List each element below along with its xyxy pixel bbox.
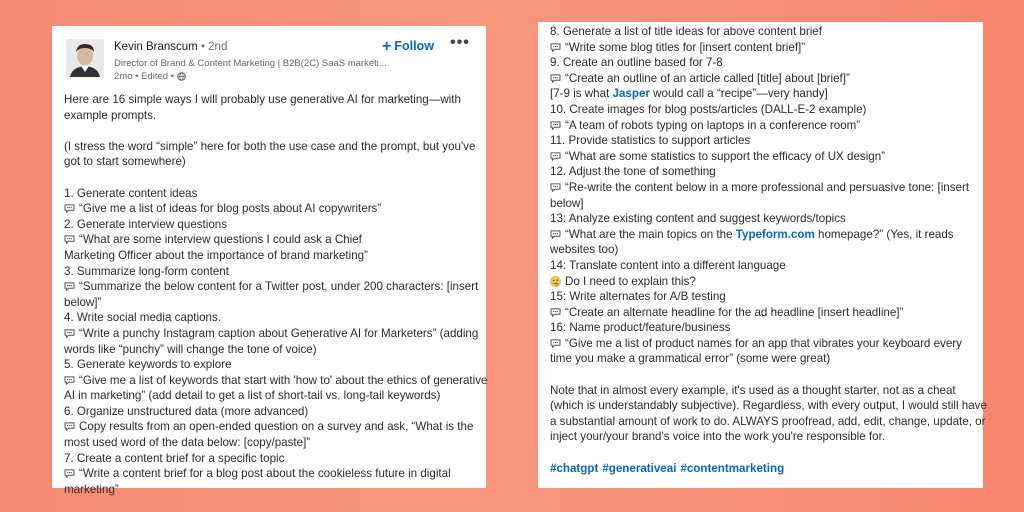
more-options-button[interactable]: ••• bbox=[450, 34, 470, 51]
note-line: inject your/your brand's voice into the work you're responsible for. bbox=[550, 430, 886, 444]
list-item bbox=[550, 164, 971, 180]
line-text: “A team of robots typing on laptops in a conference room” bbox=[565, 118, 861, 132]
post-body-right bbox=[538, 22, 987, 476]
list-item bbox=[64, 186, 474, 202]
speech-bubble-icon bbox=[64, 282, 75, 291]
line-text: “Write a content brief for a blog post about the cookieless future in digital bbox=[79, 467, 451, 481]
list-item bbox=[550, 289, 971, 305]
speech-bubble-icon bbox=[64, 469, 75, 478]
list-item bbox=[64, 310, 474, 326]
speech-bubble-icon bbox=[64, 204, 75, 213]
list-item bbox=[64, 248, 474, 264]
prompt-line bbox=[550, 180, 971, 196]
note-line: Note that in almost every example, it's used as a thought starter, not as a cheat bbox=[550, 383, 956, 397]
line-text: 13: Analyze existing content and suggest keywords/topics bbox=[550, 212, 846, 226]
list-item bbox=[64, 295, 474, 311]
line-text: marketing” bbox=[64, 482, 119, 496]
speech-bubble-icon bbox=[550, 152, 561, 161]
prompt-line bbox=[64, 466, 474, 482]
list-item bbox=[64, 404, 474, 420]
line-text: 14: Translate content into a different language bbox=[550, 258, 786, 272]
list-item bbox=[550, 55, 971, 71]
line-text: 3. Summarize long-form content bbox=[64, 264, 229, 278]
speech-bubble-icon bbox=[550, 74, 561, 83]
speech-bubble-icon bbox=[64, 422, 75, 431]
list-item bbox=[550, 242, 971, 258]
prompt-line bbox=[550, 71, 971, 87]
line-text: “Give me a list of keywords that start with 'how to' about the ethics of generative bbox=[79, 373, 488, 387]
thinking-face-icon bbox=[550, 276, 561, 287]
speech-bubble-icon bbox=[550, 183, 561, 192]
jasper-line bbox=[550, 86, 971, 102]
hashtag-link[interactable]: #contentmarketing bbox=[680, 461, 785, 475]
line-text: Copy results from an open-ended question on a survey and ask, “What is the bbox=[79, 420, 474, 434]
list-item bbox=[550, 351, 971, 367]
list-item bbox=[550, 24, 971, 40]
prompt-line bbox=[550, 305, 971, 321]
line-text: “Give me a list of product names for an app that vibrates your keyboard every bbox=[565, 336, 962, 350]
line-text: 1. Generate content ideas bbox=[64, 186, 198, 200]
ideas-list-right-a bbox=[550, 24, 971, 86]
prompt-line bbox=[550, 40, 971, 56]
connection-degree: • 2nd bbox=[200, 41, 228, 53]
note-paragraph bbox=[550, 383, 987, 445]
line-text: 11. Provide statistics to support articles bbox=[550, 134, 751, 148]
list-item bbox=[64, 482, 474, 498]
list-item bbox=[550, 274, 971, 290]
line-text: websites too) bbox=[550, 243, 619, 257]
intro-line: example prompts. bbox=[64, 108, 157, 122]
note-line: a substantial amount of work to do. ALWAYS proofread, add, edit, change, update, or bbox=[550, 414, 986, 428]
line-text: words like “punchy” will change the tone of voice) bbox=[64, 342, 317, 356]
line-text: 15: Write alternates for A/B testing bbox=[550, 290, 726, 304]
line-text: time you make a grammatical error” (some were great) bbox=[550, 352, 831, 366]
ideas-list-right-c bbox=[550, 242, 971, 367]
list-item bbox=[550, 320, 971, 336]
typeform-after: homepage?” (Yes, it reads bbox=[814, 227, 954, 241]
author-name[interactable]: Kevin Branscum bbox=[114, 41, 198, 53]
line-text: “Write some blog titles for [insert content brief]” bbox=[565, 40, 806, 54]
list-item bbox=[64, 264, 474, 280]
prompt-line bbox=[550, 149, 971, 165]
line-text: AI in marketing” (add detail to get a list of short-tail vs. long-tail keywords) bbox=[64, 389, 441, 403]
speech-bubble-icon bbox=[550, 230, 561, 239]
typeform-line bbox=[550, 227, 971, 243]
list-item bbox=[550, 102, 971, 118]
prompt-line bbox=[64, 232, 474, 248]
note-line: (which is understandably subjective). Regardless, with every output, I would still have bbox=[550, 399, 987, 413]
prompt-line bbox=[550, 336, 971, 352]
jasper-link[interactable]: Jasper bbox=[612, 87, 650, 101]
ideas-list-left bbox=[64, 186, 488, 498]
plus-icon: + bbox=[382, 37, 392, 55]
prompt-line bbox=[64, 279, 479, 295]
post-right-panel bbox=[538, 22, 987, 488]
list-item bbox=[64, 357, 474, 373]
author-headline: Director of Brand & Content Marketing | B2B(2C) SaaS marketi... bbox=[114, 58, 387, 69]
line-text: Do I need to explain this? bbox=[565, 274, 696, 288]
line-text: “Summarize the below content for a Twitter post, under 200 characters: [insert bbox=[79, 280, 479, 294]
line-text: Marketing Officer about the importance of brand marketing” bbox=[64, 248, 368, 262]
line-text: 10. Create images for blog posts/articles (DALL-E-2 example) bbox=[550, 102, 867, 116]
hashtag-link[interactable]: #chatgpt bbox=[550, 461, 599, 475]
list-item bbox=[64, 342, 474, 358]
line-text: 9. Create an outline based for 7-8 bbox=[550, 56, 723, 70]
speech-bubble-icon bbox=[64, 329, 75, 338]
line-text: “What are some interview questions I could ask a Chief bbox=[79, 233, 362, 247]
prompt-line bbox=[550, 118, 971, 134]
intro-line: Here are 16 simple ways I will probably use generative AI for marketing—with bbox=[64, 93, 461, 106]
hashtags bbox=[550, 461, 971, 477]
prompt-line bbox=[64, 201, 474, 217]
list-item bbox=[550, 258, 971, 274]
line-text: most used word of the data below: [copy/paste]” bbox=[64, 436, 311, 450]
list-item bbox=[64, 435, 474, 451]
stress-line: got to start somewhere) bbox=[64, 155, 186, 169]
prompt-line bbox=[64, 373, 488, 389]
hashtag-link[interactable]: #generativeai bbox=[602, 461, 677, 475]
post-header bbox=[52, 26, 486, 92]
line-text: 5. Generate keywords to explore bbox=[64, 358, 232, 372]
follow-label: Follow bbox=[394, 39, 434, 53]
speech-bubble-icon bbox=[550, 43, 561, 52]
line-text: below]” bbox=[64, 295, 102, 309]
line-text: 6. Organize unstructured data (more advanced) bbox=[64, 404, 309, 418]
prompt-line bbox=[64, 419, 474, 435]
speech-bubble-icon bbox=[550, 308, 561, 317]
avatar[interactable] bbox=[66, 39, 104, 77]
line-text: “Create an alternate headline for the ad headline [insert headline]” bbox=[565, 305, 904, 319]
jasper-after: would call a “recipe”—very handy] bbox=[649, 87, 828, 101]
speech-bubble-icon bbox=[64, 376, 75, 385]
list-item bbox=[64, 388, 474, 404]
typeform-link[interactable]: Typeform.com bbox=[735, 227, 815, 241]
author-line bbox=[114, 40, 227, 56]
line-text: 8. Generate a list of title ideas for above content brief bbox=[550, 25, 822, 38]
stress-line: (I stress the word “simple” here for both the use case and the prompt, but you've bbox=[64, 139, 476, 153]
list-item bbox=[550, 196, 971, 212]
post-meta bbox=[114, 69, 186, 85]
line-text: “Write a punchy Instagram caption about Generative AI for Marketers” (adding bbox=[79, 326, 479, 340]
line-text: 2. Generate interview questions bbox=[64, 217, 228, 231]
list-item bbox=[64, 217, 474, 233]
line-text: “Give me a list of ideas for blog posts about AI copywriters” bbox=[79, 202, 382, 216]
list-item bbox=[64, 451, 474, 467]
post-meta-text: 2mo • Edited • bbox=[114, 71, 174, 82]
line-text: 16: Name product/feature/business bbox=[550, 321, 731, 335]
post-left-panel bbox=[52, 26, 488, 496]
jasper-before: [7-9 is what bbox=[550, 87, 613, 101]
list-item bbox=[550, 211, 971, 227]
speech-bubble-icon bbox=[550, 339, 561, 348]
ideas-list-right-b bbox=[550, 102, 971, 227]
follow-button[interactable] bbox=[382, 39, 434, 55]
list-item bbox=[550, 133, 971, 149]
line-text: “Create an outline of an article called [title] about [brief]” bbox=[565, 71, 850, 85]
prompt-line bbox=[64, 326, 479, 342]
line-text: “Re-write the content below in a more professional and persuasive tone: [insert bbox=[565, 180, 970, 194]
typeform-before: “What are the main topics on the bbox=[565, 227, 736, 241]
speech-bubble-icon bbox=[64, 235, 75, 244]
line-text: 7. Create a content brief for a specific topic bbox=[64, 451, 285, 465]
globe-icon bbox=[177, 72, 186, 81]
line-text: 12. Adjust the tone of something bbox=[550, 165, 716, 179]
line-text: “What are some statistics to support the efficacy of UX design” bbox=[565, 149, 886, 163]
speech-bubble-icon bbox=[550, 121, 561, 130]
post-body-left bbox=[52, 92, 486, 497]
line-text: below] bbox=[550, 196, 584, 210]
line-text: 4. Write social media captions. bbox=[64, 311, 222, 325]
